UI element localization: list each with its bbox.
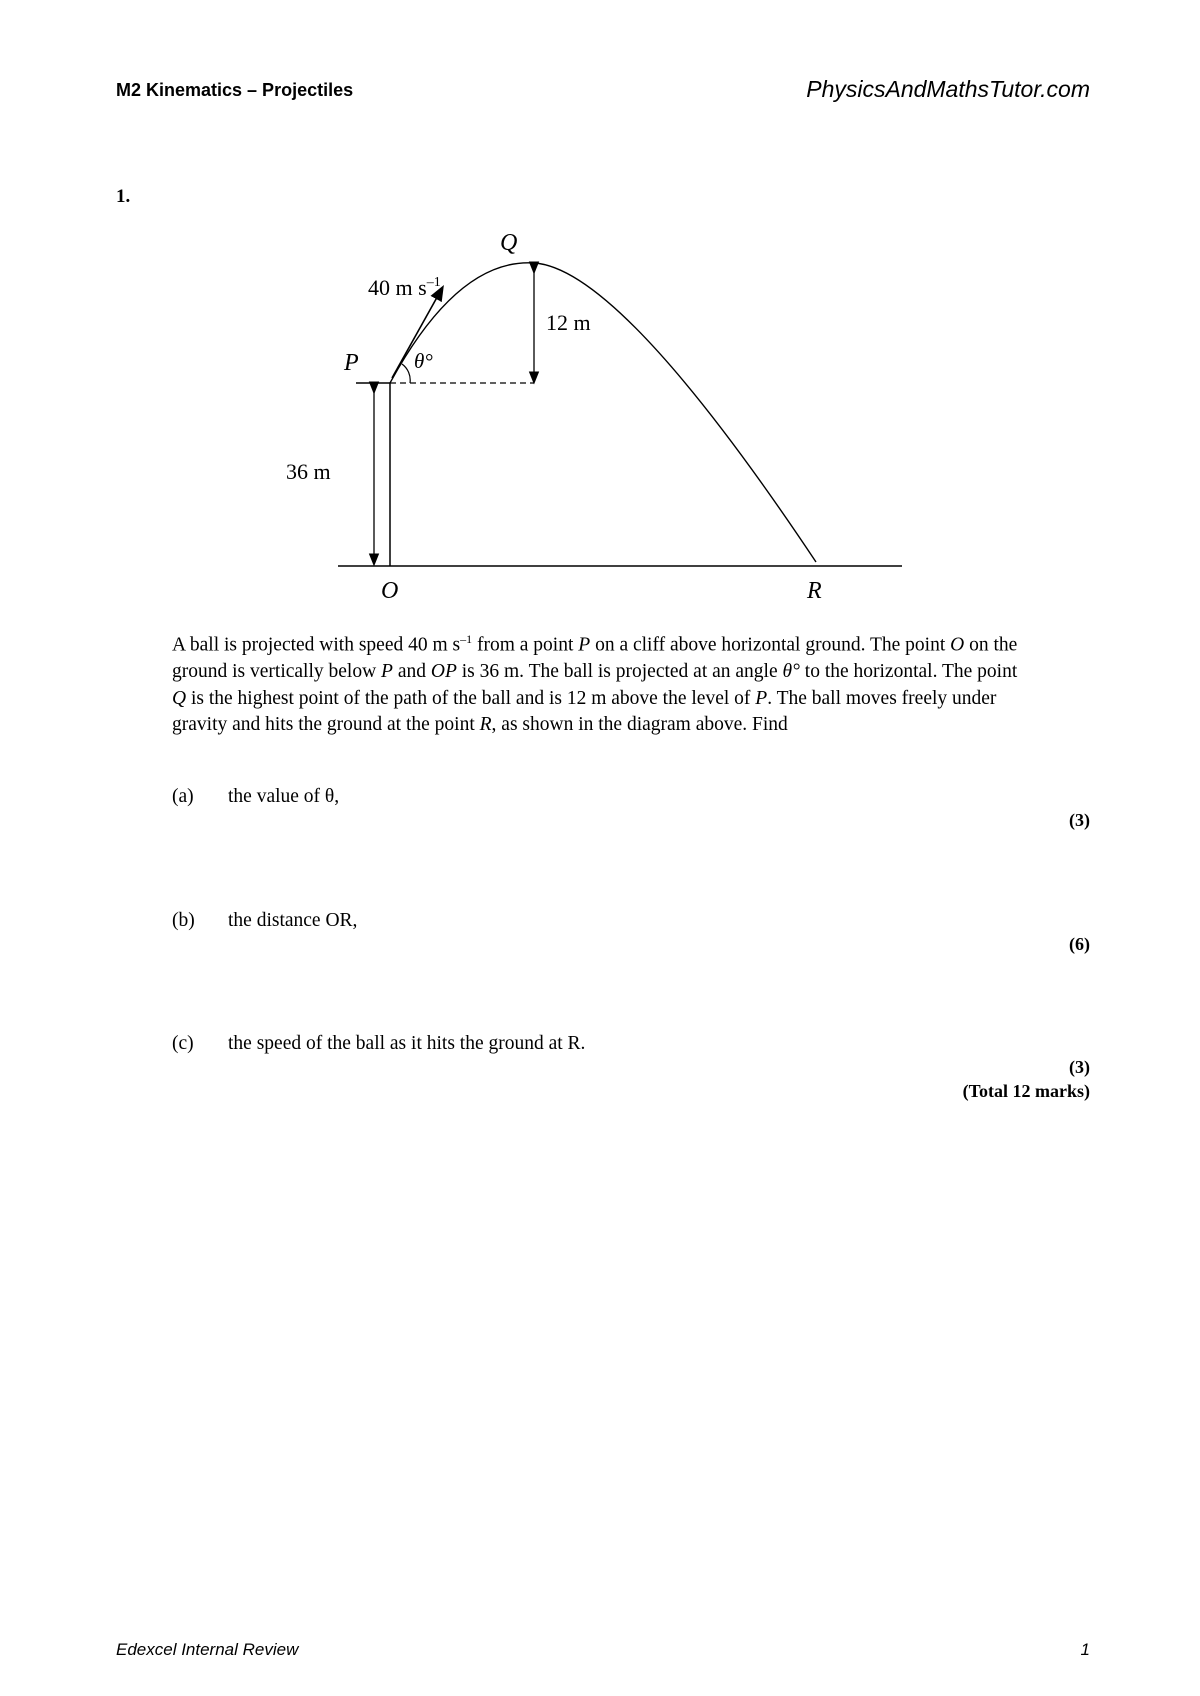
label-12m: 12 m [546, 310, 591, 335]
part-a-text: the value of θ, [228, 786, 340, 807]
header-title: M2 Kinematics – Projectiles [116, 80, 354, 100]
part-b-text: the distance OR, [228, 910, 358, 931]
label-P: P [344, 350, 359, 376]
part-a-label: (a) [172, 786, 194, 807]
label-Q: Q [500, 230, 518, 256]
part-b-label: (b) [172, 910, 195, 931]
part-c-marks: (3) [1069, 1057, 1090, 1077]
part-a [172, 786, 772, 812]
label-36m: 36 m [286, 459, 331, 484]
part-b [172, 910, 772, 936]
part-b-marks: (6) [1069, 934, 1090, 954]
part-c-label: (c) [172, 1033, 194, 1054]
page-number: 1 [1080, 1640, 1090, 1659]
label-theta: θ° [414, 349, 433, 373]
angle-arc [402, 364, 410, 383]
question-number: 1. [116, 186, 131, 207]
label-O: O [381, 578, 399, 604]
footer-source: Edexcel Internal Review [116, 1640, 299, 1659]
part-c-text: the speed of the ball as it hits the ground at R. [228, 1033, 586, 1054]
question-text: A ball is projected with speed 40 m $s^{-1}$ from a point P on a cliff above horizontal ground. The point O on the ground is vertically below P and OP is 36 m. The ball is projected at an angle θ° to the horizontal. The point Q is the highest point of the path of the ball and is 12 m above the level of P. The ball moves freely under gravity and hits the ground at the point R, as shown in the diagram above. Find [172, 632, 1018, 735]
header-site: PhysicsAndMathsTutor.com [806, 76, 1090, 102]
trajectory-curve [390, 263, 816, 562]
label-R: R [807, 578, 822, 604]
label-speed: 40 m $s^{-1}$ [368, 275, 441, 300]
projectile-diagram [286, 228, 910, 608]
total-marks: (Total 12 marks) [962, 1081, 1090, 1101]
part-c [172, 1033, 872, 1059]
part-a-marks: (3) [1069, 810, 1090, 830]
